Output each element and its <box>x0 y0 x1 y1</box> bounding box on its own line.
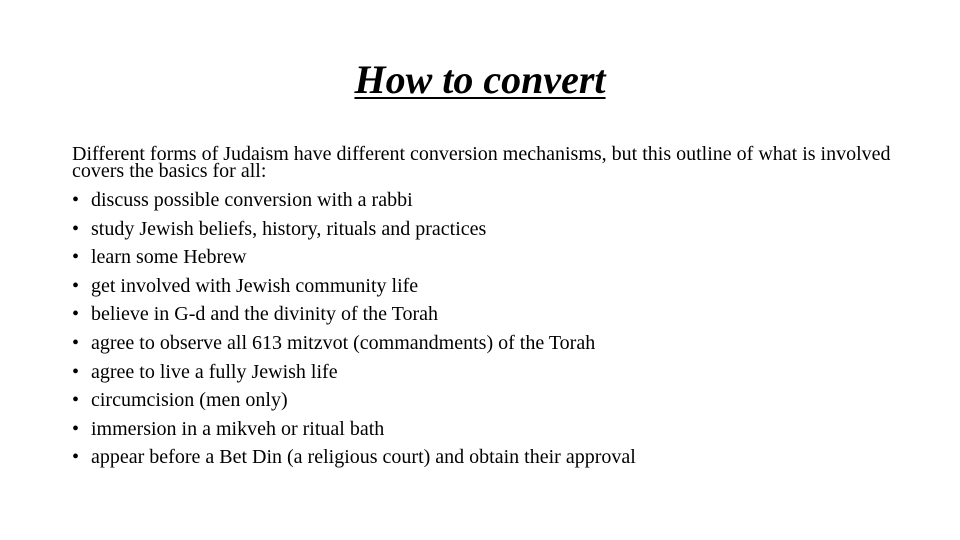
list-item-text: get involved with Jewish community life <box>91 274 419 297</box>
bullet-icon: • <box>72 331 80 354</box>
slide-body <box>72 143 892 472</box>
list-item <box>72 358 892 387</box>
list-item <box>72 186 892 215</box>
list-item-text: agree to observe all 613 mitzvot (commandments) of the Torah <box>91 331 596 354</box>
bullet-icon: • <box>72 217 80 240</box>
list-item-text: appear before a Bet Din (a religious court) and obtain their approval <box>91 446 636 469</box>
list-item <box>72 386 892 415</box>
slide-title: How to convert <box>354 57 606 102</box>
bullet-icon: • <box>72 446 80 469</box>
list-item-text: immersion in a mikveh or ritual bath <box>91 417 385 440</box>
list-item <box>72 215 892 244</box>
bullet-list <box>72 186 892 472</box>
bullet-icon: • <box>72 274 80 297</box>
list-item-text: study Jewish beliefs, history, rituals and practices <box>91 217 487 240</box>
bullet-icon: • <box>72 246 80 269</box>
bullet-icon: • <box>72 303 80 326</box>
list-item-text: discuss possible conversion with a rabbi <box>91 189 413 211</box>
list-item <box>72 415 892 444</box>
bullet-icon: • <box>72 189 80 211</box>
list-item <box>72 329 892 358</box>
list-item <box>72 243 892 272</box>
list-item <box>72 300 892 329</box>
list-item-text: learn some Hebrew <box>91 246 247 269</box>
list-item <box>72 443 892 472</box>
bullet-icon: • <box>72 417 80 440</box>
list-item-text: believe in G-d and the divinity of the Torah <box>91 303 439 326</box>
intro-paragraph: Different forms of Judaism have different conversion mechanisms, but this outline of what is involved covers the basics for all: <box>72 143 891 182</box>
list-item <box>72 272 892 301</box>
list-item-text: agree to live a fully Jewish life <box>91 360 338 383</box>
list-item-text: circumcision (men only) <box>91 389 288 412</box>
bullet-icon: • <box>72 360 80 383</box>
bullet-icon: • <box>72 389 80 412</box>
